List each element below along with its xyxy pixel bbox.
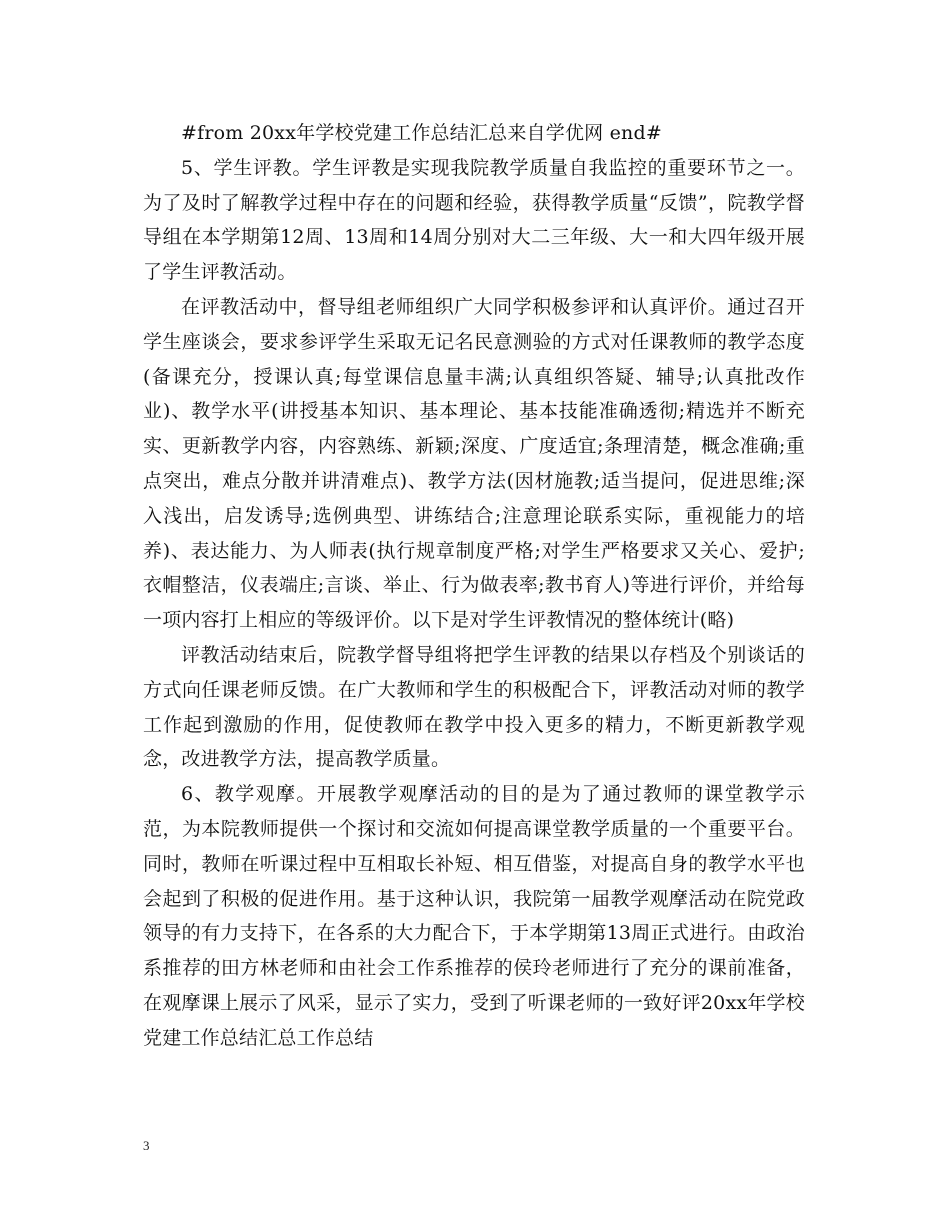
evaluation-feedback-paragraph: 评教活动结束后，院教学督导组将把学生评教的结果以存档及个别谈话的方式向任课老师反馈。在广大教师和学生的积极配合下，评教活动对师的教学工作起到激励的作用，促使教师在教学中投入更多的精力，不断更新教学观念，改进教学方法，提高教学质量。 bbox=[143, 643, 805, 771]
evaluation-activity-paragraph: 在评教活动中，督导组老师组织广大同学积极参评和认真评价。通过召开学生座谈会，要求参评学生采取无记名民意测验的方式对任课教师的教学态度(备课充分，授课认真;每堂课信息量丰满;认真组织答疑、辅导;认真批改作业)、教学水平(讲授基本知识、基本理论、基本技能准确透彻;精选并不断充实、更新教学内容，内容熟练、新颖;深度、广度适宜;条理清楚，概念准确;重点突出，难点分散并讲清难点)、教学方法(因材施教;适当提问，促进思维;深入浅出，启发诱导;选例典型、讲练结合;注意理论联系实际，重视能力的培养)、表达能力、为人师表(执行规章制度严格;对学生严格要求又关心、爱护;衣帽整洁，仪表端庄;言谈、举止、行为做表率;教书育人)等进行评价，并给每一项内容打上相应的等级评价。以下是对学生评教情况的整体统计(略) bbox=[143, 295, 805, 632]
document-body bbox=[143, 116, 805, 1056]
source-note-paragraph: #from 20xx年学校党建工作总结汇总来自学优网 end# bbox=[181, 122, 662, 144]
student-evaluation-paragraph: 5、学生评教。学生评教是实现我院教学质量自我监控的重要环节之一。为了及时了解教学过程中存在的问题和经验，获得教学质量“反馈”，院教学督导组在本学期第12周、13周和14周分别对大二三年级、大一和大四年级开展了学生评教活动。 bbox=[143, 156, 805, 284]
teaching-observation-paragraph: 6、教学观摩。开展教学观摩活动的目的是为了通过教师的课堂教学示范，为本院教师提供一个探讨和交流如何提高课堂教学质量的一个重要平台。同时，教师在听课过程中互相取长补短、相互借鉴，对提高自身的教学水平也会起到了积极的促进作用。基于这种认识，我院第一届教学观摩活动在院党政领导的有力支持下，在各系的大力配合下，于本学期第13周正式进行。由政治系推荐的田方林老师和由社会工作系推荐的侯玲老师进行了充分的课前准备，在观摩课上展示了风采，显示了实力，受到了听课老师的一致好评20xx年学校党建工作总结汇总工作总结 bbox=[143, 783, 805, 1049]
page-number: 3 bbox=[143, 1138, 150, 1153]
